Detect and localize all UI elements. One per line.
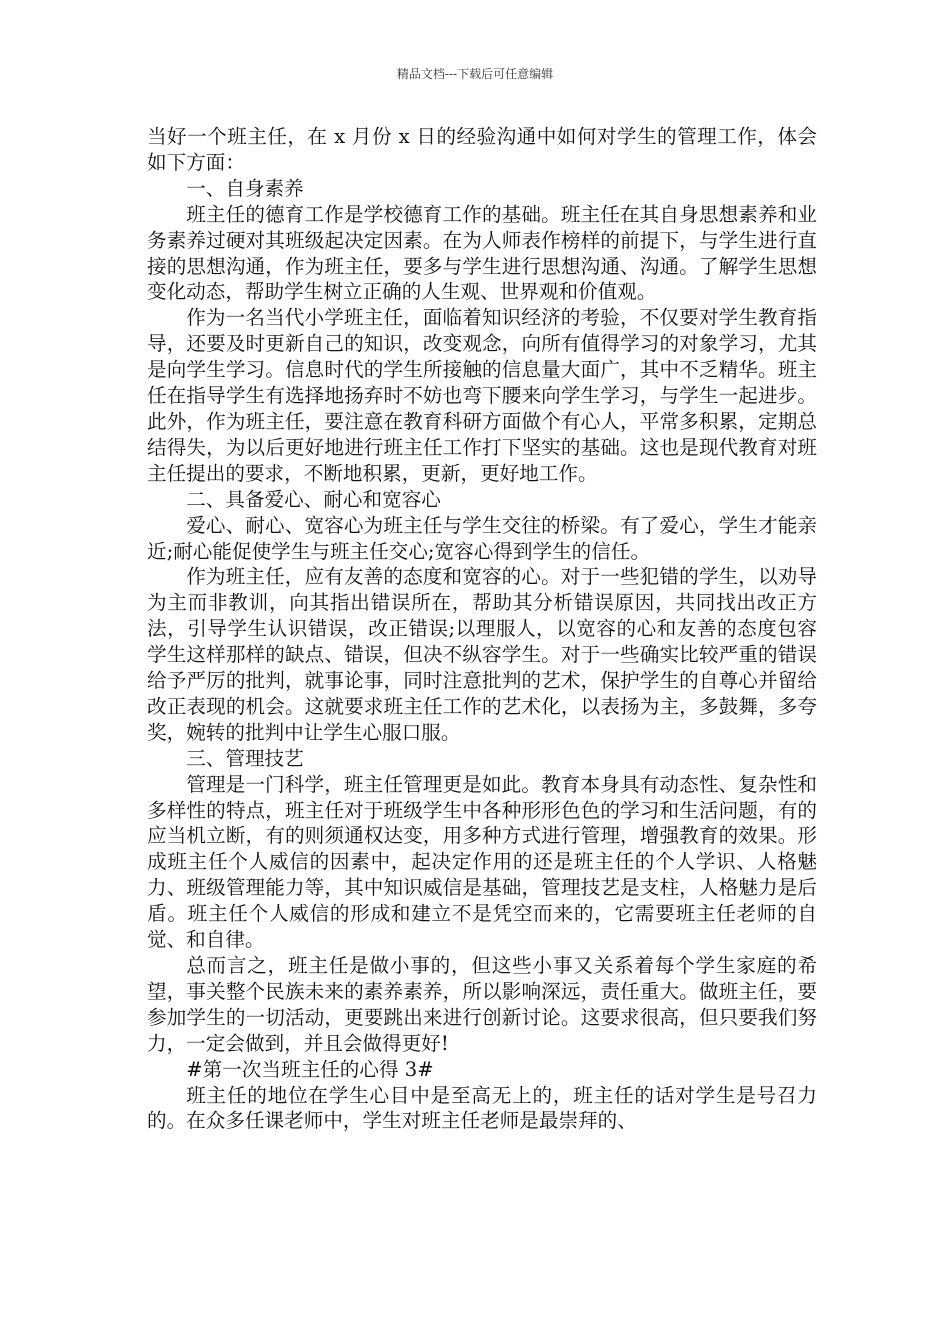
- paragraph: 作为一名当代小学班主任，面临着知识经济的考验，不仅要对学生教育指导，还要及时更新自己的知识，改变观念，向所有值得学习的对象学习，尤其是向学生学习。信息时代的学生所接触的信息量大面广，其中不乏精华。班主任在指导学生有选择地扬弃时不妨也弯下腰来向学生学习，与学生一起进步。此外，作为班主任，要注意在教育科研方面做个有心人，平常多积累，定期总结得失，为以后更好地进行班主任工作打下坚实的基础。这也是现代教育对班主任提出的要求，不断地积累，更新，更好地工作。: [147, 306, 817, 485]
- section-heading-2: 二、具备爱心、耐心和宽容心: [186, 487, 441, 511]
- section-heading-1: 一、自身素养: [186, 176, 304, 200]
- document-body: [147, 124, 817, 1134]
- paragraph: 总而言之，班主任是做小事的，但这些小事又关系着每个学生家庭的希望，事关整个民族未来的素养素养，所以影响深远，责任重大。做班主任，要参加学生的一切活动，更要跳出来进行创新讨论。这要求很高，但只要我们努力，一定会做到，并且会做得更好!: [147, 954, 817, 1055]
- paragraph: 班主任的地位在学生心目中是至高无上的，班主任的话对学生是号召力的。在众多任课老师中，学生对班主任老师是最崇拜的、: [147, 1083, 817, 1133]
- paragraph: 作为班主任，应有友善的态度和宽容的心。对于一些犯错的学生，以劝导为主而非教训，向其指出错误所在，帮助其分析错误原因，共同找出改正方法，引导学生认识错误，改正错误;以理服人，以宽容的心和友善的态度包容学生这样那样的缺点、错误，但决不纵容学生。对于一些确实比较严重的错误给予严厉的批判，就事论事，同时注意批判的艺术，保护学生的自尊心并留给改正表现的机会。这就要求班主任工作的艺术化，以表扬为主，多鼓舞，多夸奖，婉转的批判中让学生心服口服。: [147, 565, 817, 744]
- article-heading: #第一次当班主任的心得 3#: [186, 1057, 434, 1081]
- paragraph: 班主任的德育工作是学校德育工作的基础。班主任在其自身思想素养和业务素养过硬对其班级起决定因素。在为人师表作榜样的前提下，与学生进行直接的思想沟通，作为班主任，要多与学生进行思想沟通、沟通。了解学生思想变化动态，帮助学生树立正确的人生观、世界观和价值观。: [147, 202, 817, 304]
- paragraph: 管理是一门科学，班主任管理更是如此。教育本身具有动态性、复杂性和多样性的特点，班主任对于班级学生中各种形形色色的学习和生活问题，有的应当机立断，有的则须通权达变，用多种方式进行管理，增强教育的效果。形成班主任个人威信的因素中，起决定作用的还是班主任的个人学识、人格魅力、班级管理能力等，其中知识威信是基础，管理技艺是支柱，人格魅力是后盾。班主任个人威信的形成和建立不是凭空而来的，它需要班主任老师的自觉、和自律。: [147, 772, 817, 952]
- section-heading-3: 三、管理技艺: [186, 746, 304, 770]
- paragraph-intro: 当好一个班主任，在 x 月份 x 日的经验沟通中如何对学生的管理工作，体会如下方面：: [147, 125, 817, 174]
- paragraph: 爱心、耐心、宽容心为班主任与学生交往的桥梁。有了爱心，学生才能亲近;耐心能促使学生与班主任交心;宽容心得到学生的信任。: [147, 513, 817, 563]
- page-header: 精品文档---下载后可任意编辑: [396, 67, 554, 81]
